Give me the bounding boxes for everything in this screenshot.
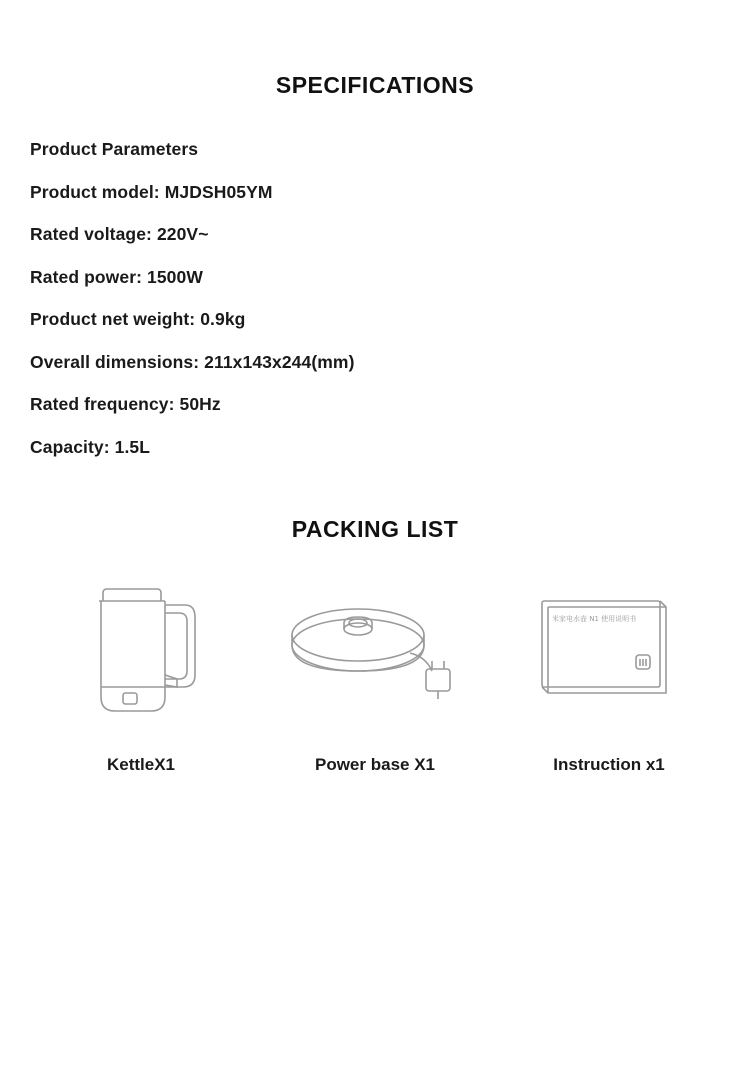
spec-line: Product Parameters [30,139,199,159]
specifications-heading: SPECIFICATIONS [275,72,475,98]
packing-item-power-base [270,579,480,775]
packing-list-heading: PACKING LIST [291,516,459,542]
specifications-list [0,141,750,456]
svg-text:米家电水壶 N1 使用说明书: 米家电水壶 N1 使用说明书 [552,615,637,623]
packing-item-label: Instruction x1 [553,755,665,774]
packing-item-kettle [36,579,246,775]
spec-line: Capacity: 1.5L [30,436,151,457]
packing-item-label: KettleX1 [106,755,176,774]
spec-line: Product model: MJDSH05YM [30,181,273,202]
instruction-manual-icon [524,579,694,729]
kettle-icon [61,579,221,729]
product-spec-page [0,72,750,1072]
spec-line: Overall dimensions: 211x143x244(mm) [30,351,355,372]
packing-item-instruction [504,579,714,775]
spec-line: Rated voltage: 220V~ [30,224,209,244]
spec-line: Rated frequency: 50Hz [30,394,221,414]
power-base-icon [280,579,470,729]
packing-item-label: Power base X1 [314,755,435,774]
spec-line: Product net weight: 0.9kg [30,309,246,329]
spec-line: Rated power: 1500W [30,266,203,287]
packing-list-items [0,579,750,775]
